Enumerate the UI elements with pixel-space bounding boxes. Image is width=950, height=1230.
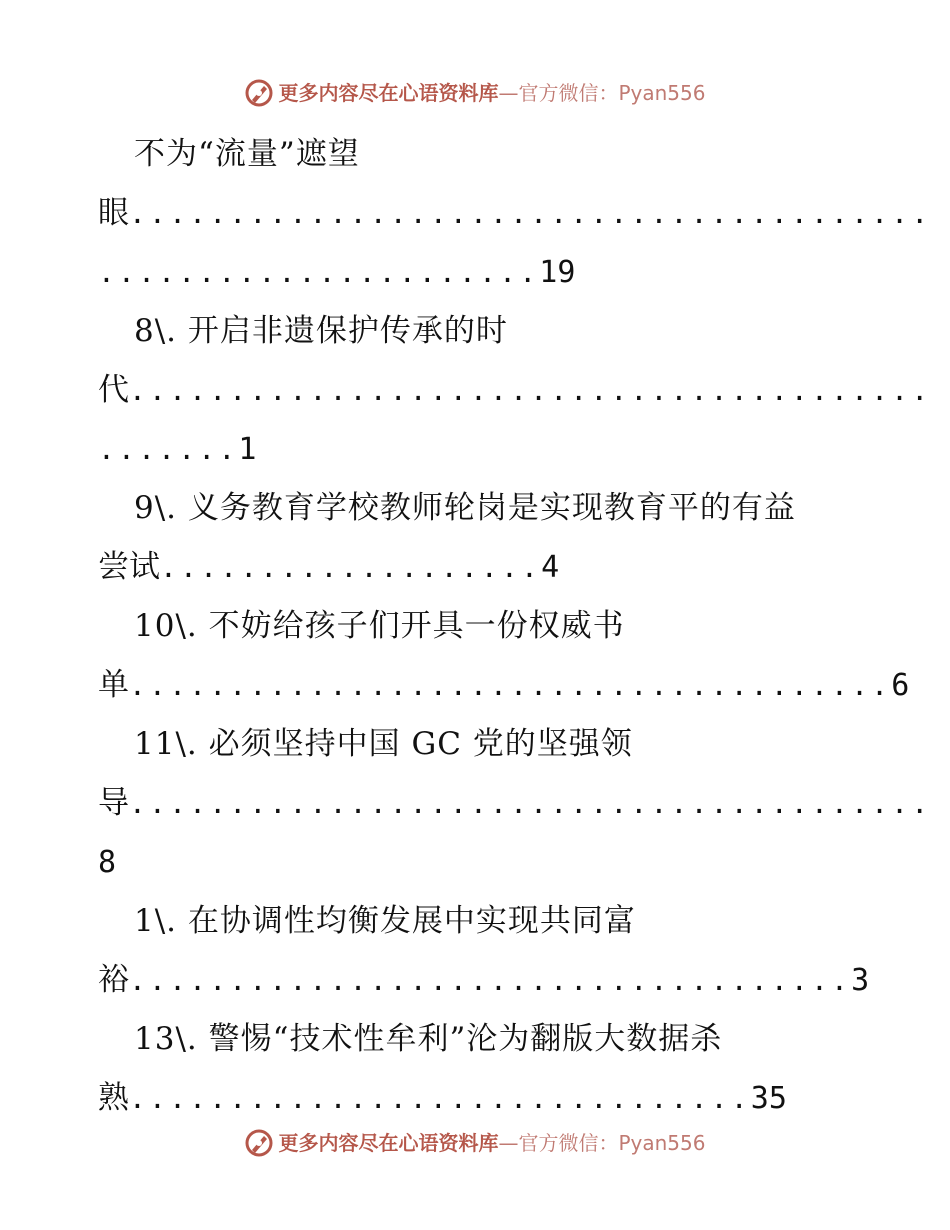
- watermark-text: 更多内容尽在心语资料库: [278, 81, 499, 105]
- toc-title-tail: 熟: [98, 1080, 129, 1116]
- toc-leader-line: [98, 184, 932, 243]
- toc-dot-leader: ...................: [160, 551, 542, 584]
- toc-entry-title: 8\. 开启非遗保护传承的时: [134, 313, 508, 349]
- toc-title-tail: 单: [98, 667, 129, 703]
- toc-leader-line: [98, 243, 850, 302]
- toc-entry-title: 10\. 不妨给孩子们开具一份权威书: [134, 608, 625, 644]
- toc-page-number: 19: [539, 255, 576, 290]
- toc-entry[interactable]: [98, 125, 932, 302]
- toc-entry[interactable]: [98, 479, 850, 597]
- toc-title-tail: 眼: [98, 195, 129, 231]
- toc-entry[interactable]: [98, 1010, 850, 1128]
- toc-entry[interactable]: [98, 715, 932, 892]
- toc-entry-title: 11\. 必须坚持中国 GC 党的坚强领: [134, 726, 633, 762]
- watermark-contact: —官方微信：Pyan556: [498, 81, 706, 105]
- toc-leader-line: [98, 1069, 850, 1128]
- toc-leader-line: [98, 833, 850, 892]
- watermark-text: 更多内容尽在心语资料库: [278, 1131, 499, 1155]
- toc-page-number: 1: [238, 432, 257, 467]
- toc-title-tail: 导: [98, 785, 129, 821]
- header-watermark: [0, 78, 950, 108]
- toc-title-tail: 尝试: [98, 549, 160, 585]
- toc-entry[interactable]: [98, 302, 932, 479]
- watermark-contact: —官方微信：Pyan556: [498, 1131, 706, 1155]
- pen-in-circle-icon: [244, 1128, 274, 1158]
- toc-dot-leader: ......................: [98, 256, 540, 289]
- toc-page-number: 3: [851, 963, 870, 998]
- toc-entry-title: 不为“流量”遮望: [134, 136, 360, 172]
- toc-dot-leader: .......: [98, 433, 239, 466]
- toc-dot-leader: ......................................: [129, 669, 892, 702]
- toc-entry-title: 9\. 义务教育学校教师轮岗是实现教育平的有益: [134, 490, 796, 526]
- footer-watermark: [0, 1128, 950, 1158]
- toc-dot-leader: ....................................: [129, 964, 852, 997]
- toc-entry[interactable]: [98, 892, 870, 1010]
- toc-page-number: 6: [891, 668, 910, 703]
- toc-dot-leader: ........................................: [129, 374, 932, 407]
- toc-leader-line: [98, 420, 850, 479]
- toc-title-tail: 代: [98, 372, 129, 408]
- toc-leader-line: [98, 951, 870, 1010]
- toc-entry-title: 13\. 警惕“技术性牟利”沦为翻版大数据杀: [134, 1021, 723, 1057]
- toc-leader-line: [98, 361, 932, 420]
- toc-dot-leader: ........................................: [129, 197, 932, 230]
- toc-entry-title: 1\. 在协调性均衡发展中实现共同富: [134, 903, 636, 939]
- toc-page-number: 4: [541, 550, 560, 585]
- toc-entry[interactable]: [98, 597, 910, 715]
- toc-title-tail: 裕: [98, 962, 129, 998]
- toc-leader-line: [98, 774, 932, 833]
- toc-leader-line: [98, 538, 850, 597]
- toc-dot-leader: ........................................: [129, 787, 932, 820]
- toc-page-number: 35: [750, 1081, 787, 1116]
- toc-leader-line: [98, 656, 910, 715]
- toc-page-number: 8: [98, 845, 117, 880]
- toc-dot-leader: ...............................: [129, 1082, 751, 1115]
- table-of-contents: [98, 125, 932, 1128]
- pen-in-circle-icon: [244, 78, 274, 108]
